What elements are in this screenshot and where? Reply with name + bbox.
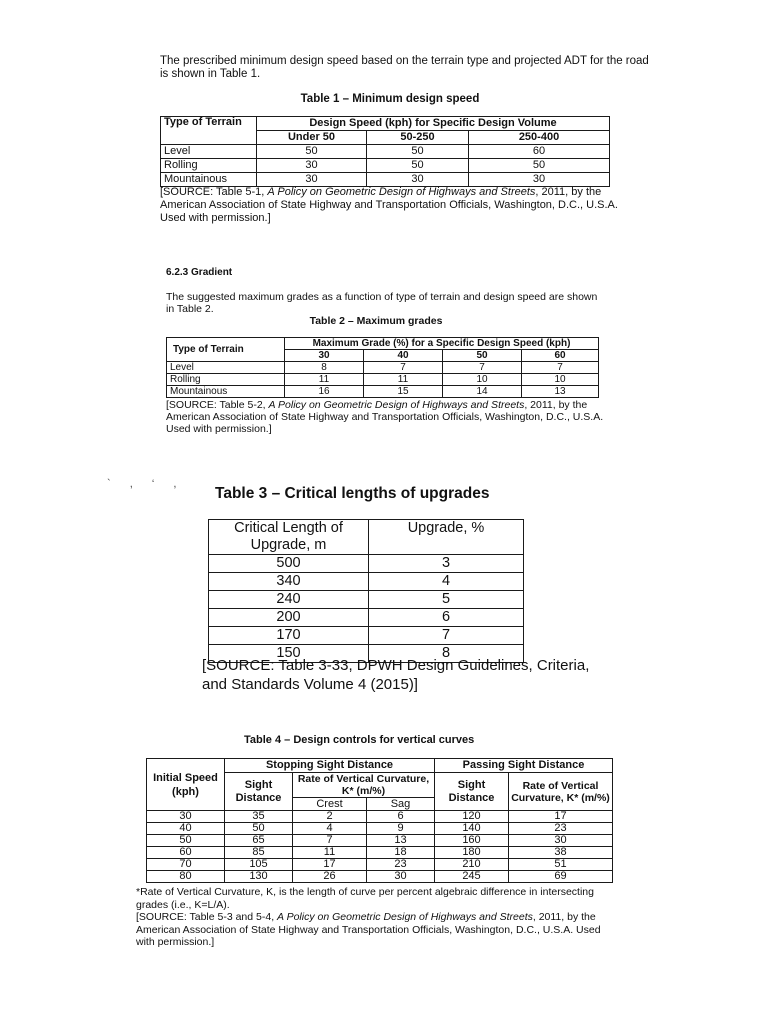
table-row: [209, 591, 524, 609]
source-publication-title: A Policy on Geometric Design of Highways and Streets: [267, 186, 536, 198]
table-row: [209, 627, 524, 645]
table1-subheader: 250-400: [469, 131, 610, 145]
table4-cell: 17: [293, 859, 367, 871]
table4-cell: 69: [509, 871, 613, 883]
table3-cell-upgrade: 6: [369, 609, 524, 627]
table4-cell: 70: [147, 859, 225, 871]
table3-cell-upgrade: 3: [369, 555, 524, 573]
table4-cell: 23: [509, 823, 613, 835]
table1-cell: 50: [469, 159, 610, 173]
table-row: [167, 374, 599, 386]
table-row: [209, 555, 524, 573]
table-row: [161, 159, 610, 173]
table4-cell: 60: [147, 847, 225, 859]
table4-cell: 18: [367, 847, 435, 859]
table2-header-terrain: Type of Terrain: [167, 338, 285, 362]
table-row: [161, 173, 610, 187]
table4-header-initial-speed: Initial Speed (kph): [147, 759, 225, 811]
table4-cell: 30: [509, 835, 613, 847]
table4-header-pass-sight-distance: Sight Distance: [435, 773, 509, 811]
table4-cell: 140: [435, 823, 509, 835]
source-publication-title: A Policy on Geometric Design of Highways and Streets: [268, 399, 525, 411]
table2-subheader: 50: [443, 350, 522, 362]
table2-subheader: 60: [522, 350, 599, 362]
source-text: , 2011, by the American Association of State Highway and Transportation Officials, Washington, D.C., U.S.A. Used with permission.]: [166, 399, 604, 435]
table4-cell: 17: [509, 811, 613, 823]
table2-cell-terrain: Rolling: [167, 374, 285, 386]
source-text: , 2011, by the American Association of State Highway and Transportation Officials, Washington, D.C., U.S.A. Used with permission.]: [136, 911, 601, 948]
table3-source: [SOURCE: Table 3-33, DPWH Design Guidelines, Criteria, and Standards Volume 4 (2015)]: [202, 657, 590, 693]
table2-cell: 14: [443, 386, 522, 398]
table1-cell: 30: [257, 173, 367, 187]
table4-cell: 13: [367, 835, 435, 847]
table4-cell: 38: [509, 847, 613, 859]
table4-cell: 30: [367, 871, 435, 883]
table4-cell: 9: [367, 823, 435, 835]
table2-cell: 11: [285, 374, 364, 386]
table-row: [147, 871, 613, 883]
table4-header-stopping: Stopping Sight Distance: [225, 759, 435, 773]
table4-cell: 26: [293, 871, 367, 883]
table1-cell: 30: [367, 173, 469, 187]
table1-header-terrain: Type of Terrain: [161, 117, 257, 145]
table1-cell-terrain: Mountainous: [161, 173, 257, 187]
table4-cell: 6: [367, 811, 435, 823]
table1-intro-paragraph: The prescribed minimum design speed based on the terrain type and projected ADT for the road is shown in Table 1.: [160, 55, 649, 80]
table3-header-upgrade: Upgrade, %: [369, 520, 524, 555]
table3-cell-length: 170: [209, 627, 369, 645]
table1-cell: 60: [469, 145, 610, 159]
table4-header-stop-rate: Rate of Vertical Curvature, K* (m/%): [293, 773, 435, 798]
source-text: , 2011, by the American Association of State Highway and Transportation Officials, Washington, D.C., U.S.A. Used with permission.]: [160, 186, 618, 224]
table4-cell: 35: [225, 811, 293, 823]
table4-source: [136, 911, 616, 949]
table3-cell-length: 500: [209, 555, 369, 573]
table3-title: Table 3 – Critical lengths of upgrades: [215, 485, 490, 502]
table4-cell: 23: [367, 859, 435, 871]
table4-cell: 50: [225, 823, 293, 835]
table4-cell: 50: [147, 835, 225, 847]
table3-cell-upgrade: 4: [369, 573, 524, 591]
table4-cell: 105: [225, 859, 293, 871]
table3-cell-length: 150: [209, 645, 369, 663]
source-text: [SOURCE: Table 5-2,: [166, 399, 269, 411]
table3-cell-length: 240: [209, 591, 369, 609]
table1-title: Table 1 – Minimum design speed: [300, 93, 480, 105]
table1-cell: 50: [367, 159, 469, 173]
table2-maximum-grades: [166, 337, 599, 398]
table1-cell: 50: [257, 145, 367, 159]
table4-cell: 11: [293, 847, 367, 859]
table4-footnote: *Rate of Vertical Curvature, K, is the length of curve per percent algebraic difference in intersecting grades (i.e., K=L/A).: [136, 886, 594, 911]
table3-header-length: Critical Length of Upgrade, m: [209, 520, 369, 555]
table1-header-group: Design Speed (kph) for Specific Design Volume: [257, 117, 610, 131]
table1-source: [160, 186, 630, 225]
table2-cell: 10: [443, 374, 522, 386]
table4-cell: 210: [435, 859, 509, 871]
table4-cell: 51: [509, 859, 613, 871]
table2-cell-terrain: Level: [167, 362, 285, 374]
table4-title: Table 4 – Design controls for vertical curves: [244, 734, 475, 746]
table4-header-sag: Sag: [367, 798, 435, 811]
table2-cell: 13: [522, 386, 599, 398]
table4-header-passing: Passing Sight Distance: [435, 759, 613, 773]
table-row: [147, 835, 613, 847]
table3-critical-lengths: [208, 519, 524, 663]
table4-cell: 245: [435, 871, 509, 883]
table2-cell: 16: [285, 386, 364, 398]
table1-cell: 30: [469, 173, 610, 187]
table2-cell: 10: [522, 374, 599, 386]
table-row: [147, 847, 613, 859]
table2-cell-terrain: Mountainous: [167, 386, 285, 398]
table-row: [167, 386, 599, 398]
table2-subheader: 30: [285, 350, 364, 362]
table4-cell: 160: [435, 835, 509, 847]
table-row: [147, 823, 613, 835]
table1-subheader: 50-250: [367, 131, 469, 145]
table4-cell: 120: [435, 811, 509, 823]
table2-intro-paragraph: The suggested maximum grades as a function of type of terrain and design speed are shown in Table 2.: [166, 291, 598, 315]
table4-cell: 85: [225, 847, 293, 859]
table4-cell: 2: [293, 811, 367, 823]
table4-cell: 40: [147, 823, 225, 835]
table4-header-crest: Crest: [293, 798, 367, 811]
table2-cell: 8: [285, 362, 364, 374]
table3-cell-length: 340: [209, 573, 369, 591]
table-row: [167, 362, 599, 374]
table3-cell-upgrade: 7: [369, 627, 524, 645]
table2-cell: 7: [364, 362, 443, 374]
table2-title: Table 2 – Maximum grades: [309, 315, 443, 327]
table1-cell-terrain: Rolling: [161, 159, 257, 173]
table4-cell: 80: [147, 871, 225, 883]
table4-cell: 7: [293, 835, 367, 847]
table1-cell-terrain: Level: [161, 145, 257, 159]
table3-cell-length: 200: [209, 609, 369, 627]
table2-header-group: Maximum Grade (%) for a Specific Design Speed (kph): [285, 338, 599, 350]
source-text: [SOURCE: Table 5-1,: [160, 186, 268, 198]
table4-cell: 65: [225, 835, 293, 847]
stray-scan-marks: ` , ‘ ,: [107, 478, 185, 490]
table1-cell: 30: [257, 159, 367, 173]
table2-cell: 15: [364, 386, 443, 398]
table1-subheader: Under 50: [257, 131, 367, 145]
table2-source: [166, 399, 616, 435]
table1-cell: 50: [367, 145, 469, 159]
source-publication-title: A Policy on Geometric Design of Highways and Streets: [277, 911, 533, 923]
table4-cell: 130: [225, 871, 293, 883]
table2-cell: 7: [443, 362, 522, 374]
table-row: [209, 573, 524, 591]
table4-cell: 4: [293, 823, 367, 835]
table3-cell-upgrade: 5: [369, 591, 524, 609]
source-text: [SOURCE: Table 5-3 and 5-4,: [136, 911, 278, 923]
table1-minimum-design-speed: [160, 116, 610, 187]
table-row: [209, 609, 524, 627]
table4-cell: 30: [147, 811, 225, 823]
section-heading-gradient: 6.2.3 Gradient: [166, 267, 233, 278]
table-row: [161, 145, 610, 159]
table2-subheader: 40: [364, 350, 443, 362]
table4-cell: 180: [435, 847, 509, 859]
table4-header-pass-rate: Rate of Vertical Curvature, K* (m/%): [509, 773, 613, 811]
table3-cell-upgrade: 8: [369, 645, 524, 663]
table-row: [147, 859, 613, 871]
table4-header-stop-sight-distance: Sight Distance: [225, 773, 293, 811]
table-row: [147, 811, 613, 823]
table2-cell: 11: [364, 374, 443, 386]
table2-cell: 7: [522, 362, 599, 374]
table4-vertical-curve-controls: [146, 758, 613, 883]
